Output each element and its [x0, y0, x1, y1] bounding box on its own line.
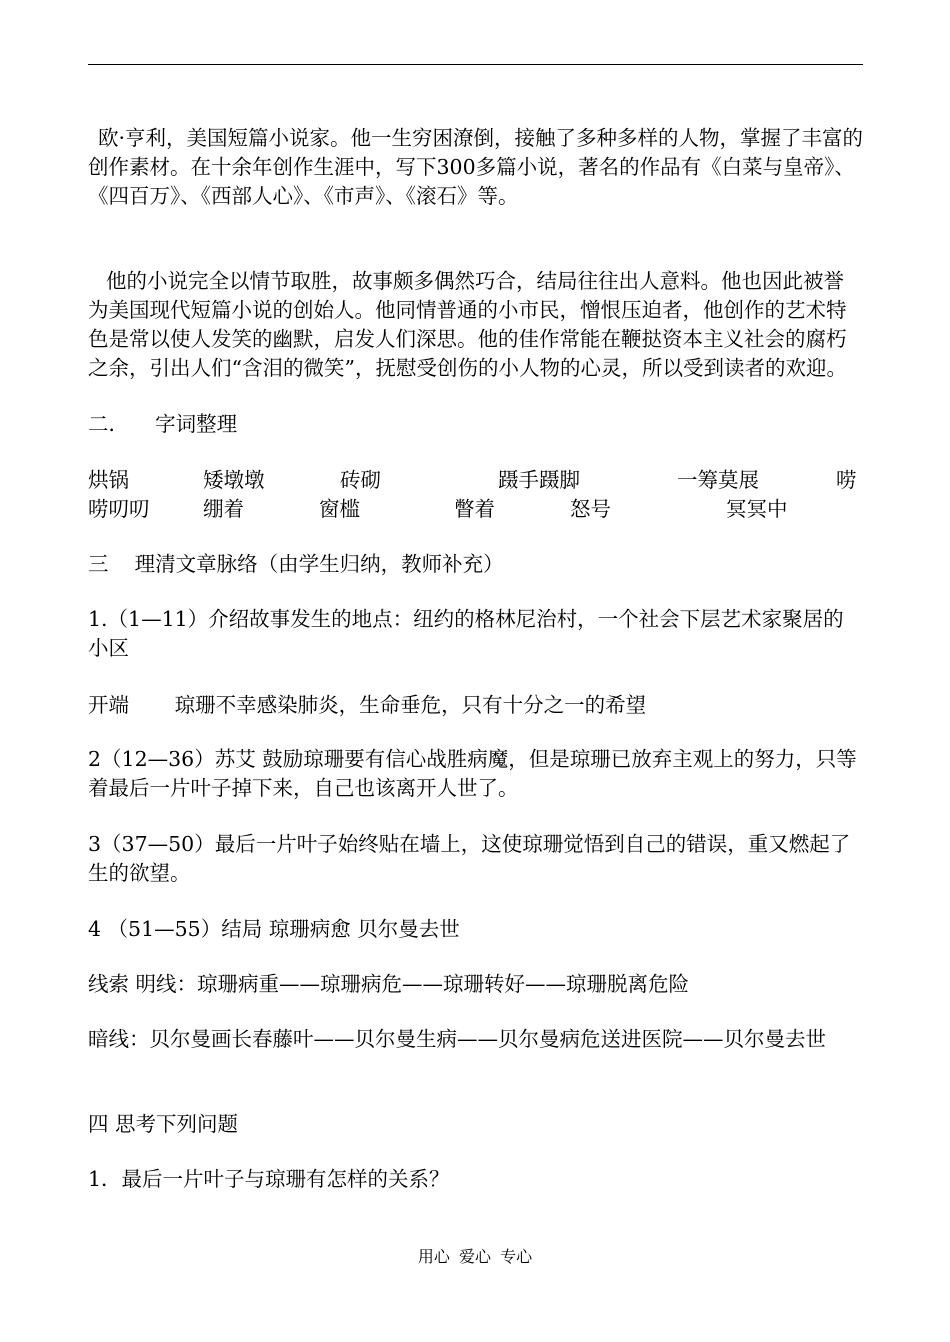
outline-item: 线索 明线：琼珊病重——琼珊病危——琼珊转好——琼珊脱离危险 [88, 972, 690, 996]
outline-item: 3（37—50）最后一片叶子始终贴在墙上，这使琼珊觉悟到自己的错误，重又燃起了生的欲望。 [88, 832, 851, 885]
outline-item: 1.（1—11）介绍故事发生的地点：纽约的格林尼治村，一个社会下层艺术家聚居的小区 [88, 607, 844, 660]
outline-item: 4 （51—55）结局 琼珊病愈 贝尔曼去世 [88, 917, 460, 941]
intro-paragraph-2: 他的小说完全以情节取胜，故事颇多偶然巧合，结局往往出人意料。他也因此被誉为美国现代短篇小说的创始人。他同情普通的小市民，憎恨压迫者，他创作的艺术特色是常以使人发笑的幽默，启发人们深思。他的佳作常能在鞭挞资本主义社会的腐朽之余，引出人们“含泪的微笑”，抚慰受创伤的小人物的心灵，所以受到读者的欢迎。 [88, 269, 847, 380]
section-heading-words: 二． 字词整理 [88, 412, 238, 436]
question-item: 1．最后一片叶子与琼珊有怎样的关系？ [88, 1167, 450, 1191]
vocabulary-row [88, 466, 864, 495]
outline-item: 2（12—36）苏艾 鼓励琼珊要有信心战胜病魔，但是琼珊已放弃主观上的努力，只等着最后一片叶子掉下来，自己也该离开人世了。 [88, 747, 857, 800]
outline-item: 暗线：贝尔曼画长春藤叶——贝尔曼生病——贝尔曼病危送进医院——贝尔曼去世 [88, 1027, 826, 1051]
vocabulary-word: 窗槛 [319, 497, 360, 521]
section-heading-outline: 三 理清文章脉络（由学生归纳，教师补充） [88, 552, 504, 576]
header-rule [88, 64, 863, 65]
vocabulary-row [88, 495, 864, 524]
vocabulary-word: 砖砌 [340, 468, 381, 492]
page-footer: 用心 爱心 专心 [417, 1247, 533, 1266]
vocabulary-word: 唠叨叨 [88, 497, 150, 521]
vocabulary-word: 一筹莫展 [677, 468, 759, 492]
vocabulary-word: 怒号 [570, 497, 611, 521]
section-heading-questions: 四 思考下列问题 [88, 1112, 239, 1136]
intro-paragraph-1: 欧·亨利，美国短篇小说家。他一生穷困潦倒，接触了多种多样的人物，掌握了丰富的创作素材。在十余年创作生涯中，写下300多篇小说，著名的作品有《白菜与皇帝》、《四百万》、《西部人心》、《市声》、《滚石》等。 [88, 126, 864, 208]
vocabulary-word: 冥冥中 [726, 497, 788, 521]
vocabulary-word: 烘锅 [88, 468, 129, 492]
vocabulary-word: 蹑手蹑脚 [498, 468, 580, 492]
vocabulary-list [88, 466, 864, 524]
vocabulary-word: 唠 [836, 468, 857, 492]
vocabulary-word: 绷着 [203, 497, 244, 521]
outline-item: 开端 琼珊不幸感染肺炎，生命垂危，只有十分之一的希望 [88, 693, 647, 717]
vocabulary-word: 瞥着 [454, 497, 495, 521]
vocabulary-word: 矮墩墩 [203, 468, 265, 492]
